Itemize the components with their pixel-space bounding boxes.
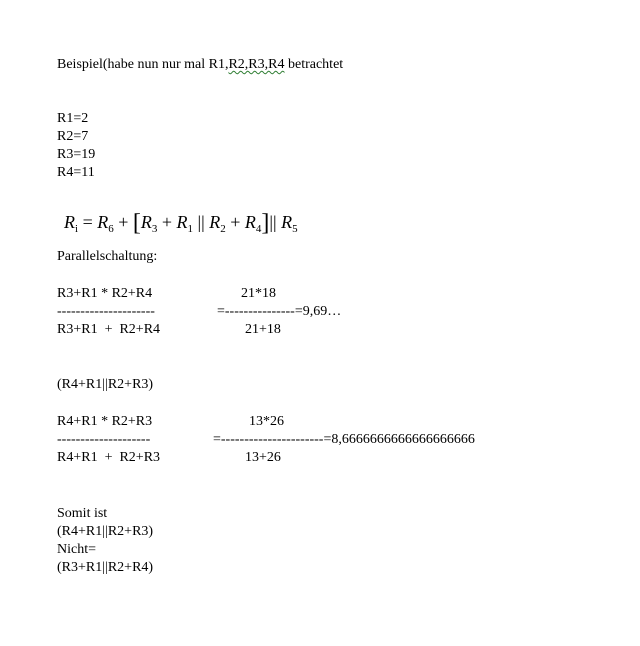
calc1-denominator: R3+R1 + R2+R4 <box>57 322 161 337</box>
header-prefix: Beispiel(habe nun nur mal R1, <box>57 57 229 72</box>
calc2-denominator-value: 13+26 <box>245 450 281 465</box>
conclusion-line-1: Somit ist <box>57 506 108 521</box>
header-line <box>57 57 343 73</box>
calc1-fraction-line: --------------------- <box>57 304 155 319</box>
conclusion-line-4: (R3+R1||R2+R4) <box>57 560 154 575</box>
calc2-numerator-value: 13*26 <box>249 414 284 429</box>
value-r2: R2=7 <box>57 129 89 144</box>
calc1-denominator-value: 21+18 <box>245 322 281 337</box>
resistance-formula: $R_i = R_6 + [R_3 + R_1$ || $R_2 + R_4]||$ $R_5$ <box>64 210 298 236</box>
header-suffix: betrachtet <box>284 57 344 72</box>
calc2-fraction-line: -------------------- <box>57 432 151 447</box>
conclusion-line-3: Nicht= <box>57 542 96 557</box>
calc2-result: =----------------------=8,6666666666666666666 <box>213 432 475 447</box>
conclusion-line-2: (R4+R1||R2+R3) <box>57 524 154 539</box>
value-r3: R3=19 <box>57 147 96 162</box>
parallel-label: Parallelschaltung: <box>57 249 158 264</box>
calc1-numerator: R3+R1 * R2+R4 <box>57 286 153 301</box>
calc1-numerator-value: 21*18 <box>241 286 276 301</box>
calc1-result: =---------------=9,69… <box>217 304 342 319</box>
value-r4: R4=11 <box>57 165 95 180</box>
expression-1: (R4+R1||R2+R3) <box>57 377 154 392</box>
value-r1: R1=2 <box>57 111 89 126</box>
calc2-denominator: R4+R1 + R2+R3 <box>57 450 161 465</box>
calc2-numerator: R4+R1 * R2+R3 <box>57 414 153 429</box>
spellcheck-underlined-text: R2,R3,R4 <box>228 57 285 72</box>
